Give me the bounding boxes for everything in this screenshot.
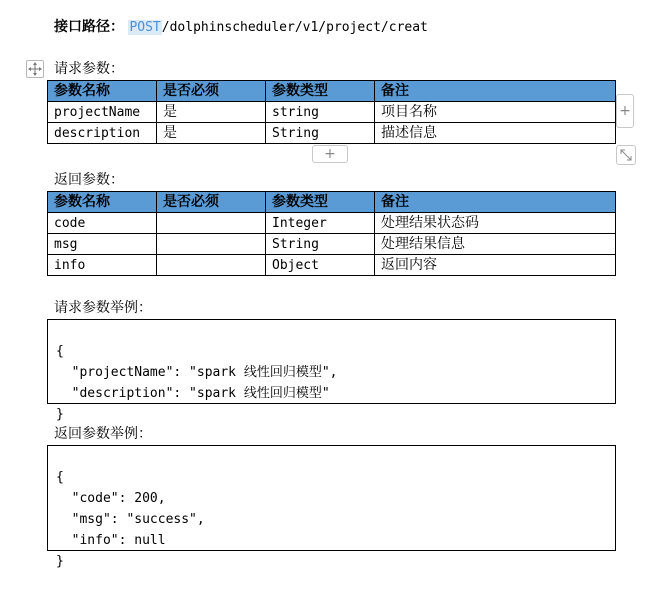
request-example-title: 请求参数举例： — [54, 300, 152, 316]
column-header: 参数名称 — [48, 81, 157, 102]
param-name-cell[interactable]: projectName — [48, 102, 157, 123]
column-header: 备注 — [375, 192, 616, 213]
api-path-line — [54, 17, 428, 38]
param-name-cell[interactable]: description — [48, 123, 157, 144]
response-params-table — [47, 191, 616, 276]
remark-cell[interactable]: 返回内容 — [375, 255, 616, 276]
column-header: 备注 — [375, 81, 616, 102]
table-resize-handle[interactable] — [616, 145, 636, 165]
required-cell[interactable] — [157, 255, 266, 276]
required-cell[interactable]: 是 — [157, 123, 266, 144]
table-row — [48, 213, 616, 234]
param-name-cell[interactable]: msg — [48, 234, 157, 255]
http-method: POST — [129, 20, 161, 35]
param-type-cell[interactable]: string — [266, 102, 375, 123]
code-line: "description": "spark 线性回归模型" — [56, 386, 330, 401]
code-line: "msg": "success", — [56, 512, 205, 527]
code-line: { — [56, 470, 64, 485]
param-type-cell[interactable]: Integer — [266, 213, 375, 234]
response-example-title: 返回参数举例： — [54, 426, 152, 442]
remark-cell[interactable]: 处理结果状态码 — [375, 213, 616, 234]
add-column-button[interactable]: + — [616, 94, 634, 128]
table-move-handle[interactable] — [26, 60, 44, 78]
table-header-row — [48, 81, 616, 102]
required-cell[interactable]: 是 — [157, 102, 266, 123]
param-type-cell[interactable]: Object — [266, 255, 375, 276]
table-row — [48, 123, 616, 144]
column-header: 是否必须 — [157, 192, 266, 213]
param-type-cell[interactable]: String — [266, 234, 375, 255]
remark-cell[interactable]: 处理结果信息 — [375, 234, 616, 255]
code-line: "code": 200, — [56, 491, 166, 506]
request-example-code[interactable] — [47, 319, 616, 422]
param-name-cell[interactable]: code — [48, 213, 157, 234]
remark-cell[interactable]: 项目名称 — [375, 102, 616, 123]
table-row — [48, 102, 616, 123]
param-name-cell[interactable]: info — [48, 255, 157, 276]
resize-icon — [617, 146, 635, 164]
table-row — [48, 234, 616, 255]
column-header: 参数名称 — [48, 192, 157, 213]
column-header: 参数类型 — [266, 192, 375, 213]
required-cell[interactable] — [157, 234, 266, 255]
column-header: 参数类型 — [266, 81, 375, 102]
code-line: } — [56, 554, 64, 569]
response-params-title: 返回参数： — [54, 172, 124, 188]
request-params-table — [47, 80, 616, 144]
add-row-button[interactable]: + — [312, 145, 348, 163]
remark-cell[interactable]: 描述信息 — [375, 123, 616, 144]
move-icon — [27, 61, 43, 77]
code-line: } — [56, 407, 64, 422]
table-row — [48, 255, 616, 276]
param-type-cell[interactable]: String — [266, 123, 375, 144]
code-line: { — [56, 344, 64, 359]
api-path-value: /dolphinscheduler/v1/project/creat — [161, 20, 428, 35]
request-params-title: 请求参数： — [54, 61, 124, 77]
response-example-code[interactable] — [47, 445, 616, 569]
column-header: 是否必须 — [157, 81, 266, 102]
table-header-row — [48, 192, 616, 213]
code-line: "projectName": "spark 线性回归模型", — [56, 365, 338, 380]
code-line: "info": null — [56, 533, 166, 548]
api-path-label: 接口路径： — [54, 19, 124, 35]
required-cell[interactable] — [157, 213, 266, 234]
